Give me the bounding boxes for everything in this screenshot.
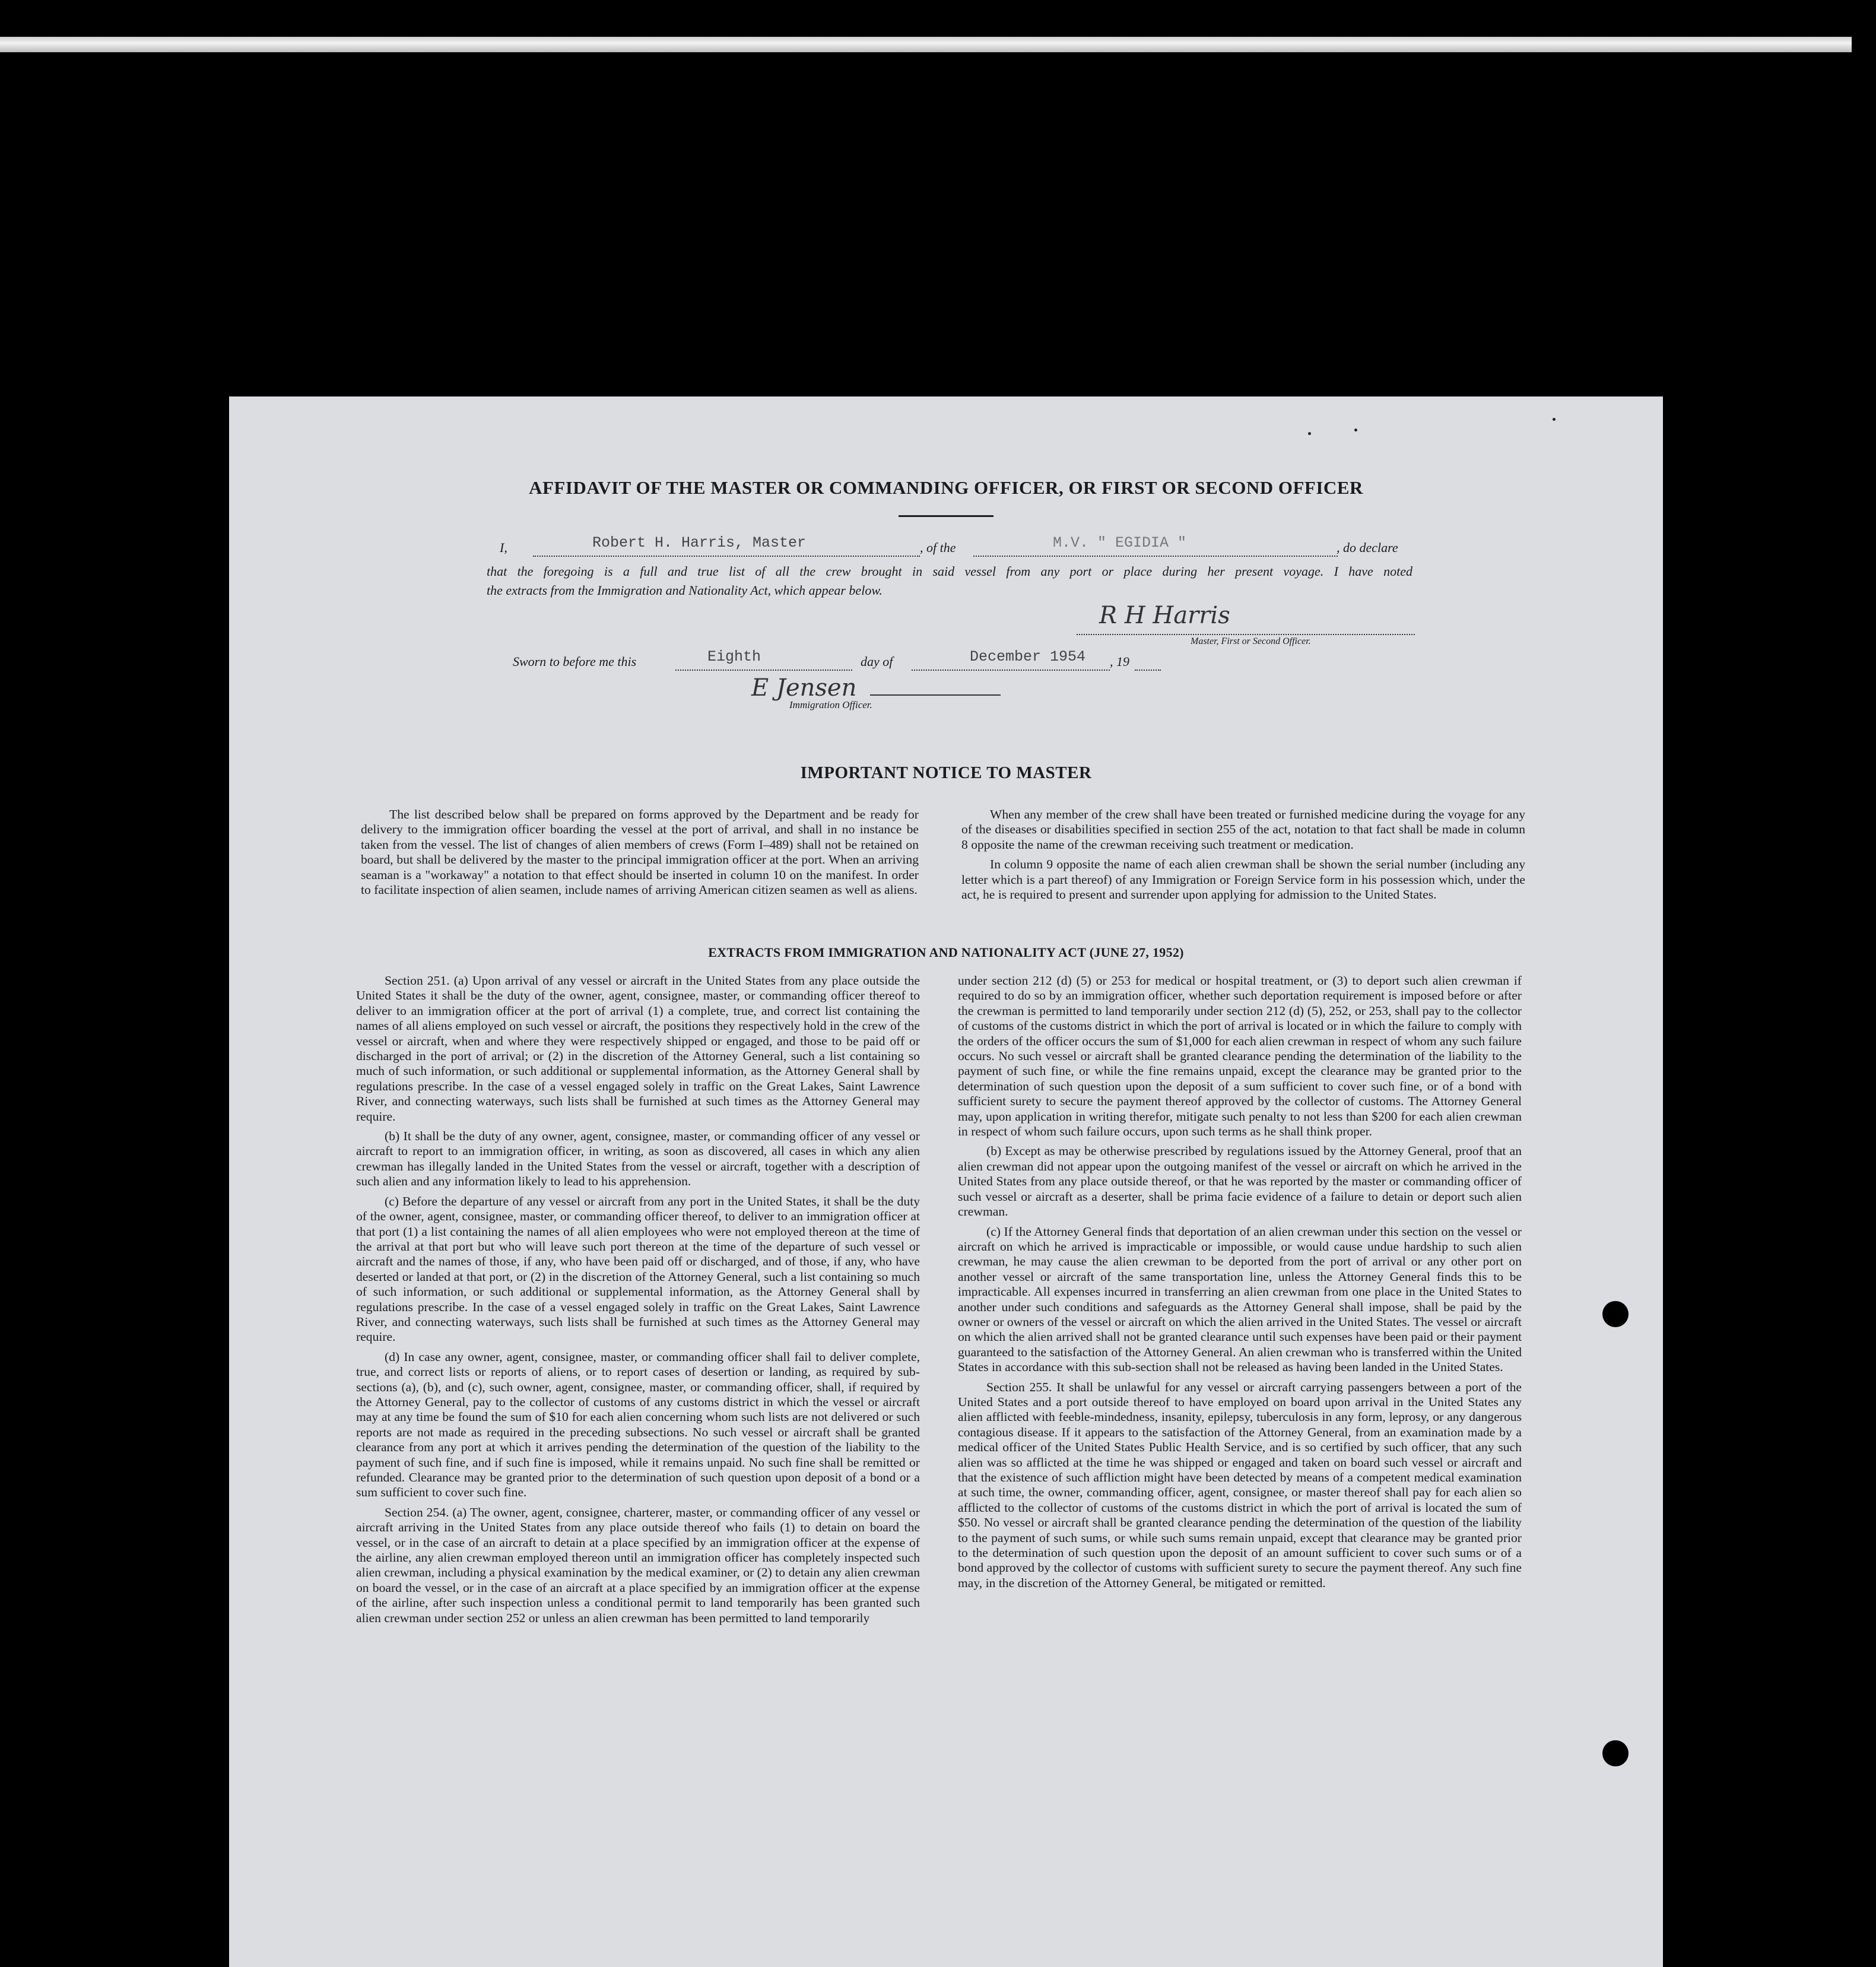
statement-line-1: that the foregoing is a full and true list of all the crew brought in said vessel from any port or place during her present voyage. I have noted [487,564,1412,579]
i-label: I, [500,540,507,555]
extract-paragraph: Section 251. (a) Upon arrival of any vessel or aircraft in the United States from any place outside the United States it shall be the duty of the owner, agent, consignee, master, or commanding officer thereof to deliver to an immigration officer at the port of arrival (1) a complete, true, and correct list containing the names of all aliens employed on such vessel or aircraft, the positions they respectively hold in the crew of the vessel or aircraft, when and where they were respectively shipped or engaged, and those to be paid off or discharged in the port of arrival; or (2) in the discretion of the Attorney General, such a list containing so much of such information, or such additional or supplemental information, as the Attorney General shall by regulations prescribe. In the case of a vessel engaged solely in traffic on the Great Lakes, Saint Lawrence River, and connecting waterways, such lists shall be furnished at such times as the Attorney General may require. [356,973,920,1124]
of-the-label: , of the [920,540,956,555]
affidavit-title: AFFIDAVIT OF THE MASTER OR COMMANDING OFFICER, OR FIRST OR SECOND OFFICER [529,477,1363,498]
master-caption: Master, First or Second Officer. [1191,636,1311,646]
master-signature: R H Harris [1099,602,1230,629]
extract-paragraph: Section 254. (a) The owner, agent, consignee, charterer, master, or commanding officer of any vessel or aircraft arriving in the United States from any place outside thereof who fails (1) to detain on board the vessel, or in the case of an aircraft to detain at a place specified by an immigration officer at the expense of the airline, any alien crewman employed thereon until an immigration officer has completely inspected such alien crewman, including a physical examination by the medical examiner, or (2) to detain any alien crewman on board the vessel, or in the case of an aircraft at a place specified by an immigration officer at the expense of the airline, after such inspection unless a conditional permit to land temporarily has been granted such alien crewman under section 252 or unless an alien crewman has been permitted to land temporarily [356,1505,920,1625]
dust-speck [1308,432,1311,435]
scanner-edge-strip [0,37,1852,52]
vessel-line [973,556,1338,557]
extracts-left-column [356,973,920,1630]
notice-left-paragraph: The list described below shall be prepared on forms approved by the Department and be ready for delivery to the immigration officer boarding the vessel at the port of arrival, and shall in no instance be taken from the vessel. The list of changes of alien members of crews (Form I–489) shall not be retained on board, but shall be delivered by the master to the principal immigration officer at the port. When an arriving seaman is a "workaway" a notation to that effect should be inserted in column 10 on the manifest. In order to facilitate inspection of alien seamen, include names of arriving American citizen seamen as well as aliens. [361,807,919,897]
punch-hole [1602,1301,1629,1327]
statement-line-2: the extracts from the Immigration and Nationality Act, which appear below. [487,583,883,598]
year-suffix: , 19 [1110,654,1129,669]
sworn-label: Sworn to before me this [513,654,637,669]
extract-paragraph: (d) In case any owner, agent, consignee, master, or commanding officer shall fail to deliver complete, true, and correct lists or reports of aliens, or to report cases of desertion or landing, as required by sub-sections (a), (b), and (c), such owner, agent, consignee, master, or commanding officer, shall, if required by the Attorney General, pay to the collector of customs of any customs district in which the vessel or aircraft may at any time be found the sum of $10 for each alien concerning whom such lists are not delivered or such reports are not made as required in the preceding subsections. No such vessel or aircraft shall be granted clearance from any port at which it arrives pending the determination of the question of the liability to the payment of such fine, and if such fine is imposed, while it remains unpaid. No such fine shall be remitted or refunded. Clearance may be granted prior to the determination of such question upon deposit of a bond or a sum sufficient to cover such fine. [356,1349,920,1500]
extract-paragraph: (c) If the Attorney General finds that deportation of an alien crewman under this section on the vessel or aircraft on which he arrived is impracticable or impossible, or would cause undue hardship to such alien crewman, he may cause the alien crewman to be deported from the port of arrival or any other port on another vessel or aircraft of the same transportation line, unless the Attorney General finds this to be impracticable. All expenses incurred in transferring an alien crewman from one place in the United States to another under such conditions and safeguards as the Attorney General shall impose, shall be paid by the owner or owners of the vessel or aircraft on which the alien arrived in the United States. The vessel or aircraft on which the alien arrived shall not be granted clearance until such expenses have been paid or their payment guaranteed to the satisfaction of the Attorney General. An alien crewman who is transferred within the United States in accordance with this sub-section shall not be released as having been landed in the United States. [958,1224,1522,1375]
officer-caption: Immigration Officer. [789,699,872,710]
day-of-label: day of [861,654,893,669]
do-declare-label: , do declare [1337,540,1398,555]
month-year-fill: December 1954 [970,648,1086,665]
day-fill: Eighth [707,648,761,665]
officer-signature-line [870,694,1001,696]
extract-paragraph: (b) Except as may be otherwise prescribed by regulations issued by the Attorney General, proof that an alien crewman did not appear upon the outgoing manifest of the vessel or aircraft on which he arrived in the United States from any place outside thereof, or that he was reported by the master or commanding officer of such vessel or aircraft as a deserter, shall be prima facie evidence of a failure to detain or deport such alien crewman. [958,1144,1522,1219]
notice-title: IMPORTANT NOTICE TO MASTER [800,763,1092,782]
extract-paragraph: (b) It shall be the duty of any owner, agent, consignee, master, or commanding officer of any vessel or aircraft to report to an immigration officer, in writing, as soon as discovered, all cases in which any alien crewman has illegally landed in the United States from the vessel or aircraft, together with a description of such alien and any information likely to lead to his apprehension. [356,1129,920,1189]
document-page [229,396,1663,1967]
extracts-title: EXTRACTS FROM IMMIGRATION AND NATIONALITY ACT (JUNE 27, 1952) [708,945,1184,960]
dust-speck [1354,429,1357,432]
punch-hole [1602,1740,1629,1766]
vessel-fill: M.V. " EGIDIA " [1053,534,1187,551]
title-rule [899,515,993,517]
extract-paragraph: Section 255. It shall be unlawful for any vessel or aircraft carrying passengers between a port of the United States and a port outside thereof to have employed on board upon arrival in the United States any alien afflicted with feeble-mindedness, insanity, epilepsy, tuberculosis in any form, leprosy, or any dangerous contagious disease. If it appears to the satisfaction of the Attorney General, from an examination made by a medical officer of the United States Public Health Service, and is so certified by such officer, that any such alien was so afflicted at the time he was shipped or engaged and taken on board such vessel or aircraft and that the existence of such affliction might have been detected by means of a competent medical examination at such time, the owner, commanding officer, agent, consignee, or master thereof shall pay for each alien so afflicted to the collector of customs of the customs district in which the port of arrival is located the sum of $50. No vessel or aircraft shall be granted clearance pending the determination of the question of the liability to the payment of such sums, or while such sums remain unpaid, except that clearance may be granted prior to the determination of such question upon the deposit of an amount sufficient to cover such sums or of a bond approved by the collector of customs with sufficient surety to secure the payment thereof. Any such fine may, in the discretion of the Attorney General, be mitigated or remitted. [958,1379,1522,1590]
month-line [912,670,1110,671]
notice-right-paragraph-2: In column 9 opposite the name of each alien crewman shall be shown the serial number (including any letter which is a part thereof) of any Immigration or Foreign Service form in his possession which, under the act, he is required to present and surrender upon applying for admission to the United States. [961,857,1525,902]
name-line [533,556,920,557]
notice-right-column [961,807,1525,907]
year-line [1135,670,1161,671]
extract-paragraph: under section 212 (d) (5) or 253 for medical or hospital treatment, or (3) to deport such alien crewman if required to do so by an immigration officer, whether such deportation requirement is imposed before or after the crewman is permitted to land temporarily under section 212 (d) (5), 252, or 253, shall pay to the collector of customs of the customs district in which the port of arrival is located or in which the failure to comply with the orders of the officer occurs the sum of $1,000 for each alien crewman in respect of whom any such failure occurs. No such vessel or aircraft shall be granted clearance pending the determination of the liability to the payment of such fine, or while the fine remains unpaid, except the clearance may be granted prior to the determination of such question upon the deposit of a sum sufficient to cover such fine, or of a bond with sufficient surety to secure the payment thereof approved by the collector of customs. The Attorney General may, upon application in writing therefor, mitigate such penalty to not less than $200 for each alien crewman in respect of whom such failure occurs, upon such terms as he shall think proper. [958,973,1522,1139]
extracts-right-column [958,973,1522,1595]
notice-left-column [361,807,919,902]
notice-right-paragraph-1: When any member of the crew shall have been treated or furnished medicine during the voyage for any of the diseases or disabilities specified in section 255 of the act, notation to that fact shall be made in column 8 opposite the name of the crewman receiving such treatment or medication. [961,807,1525,852]
officer-signature: E Jensen [751,674,857,702]
name-fill: Robert H. Harris, Master [592,534,807,551]
extract-paragraph: (c) Before the departure of any vessel or aircraft from any port in the United States, it shall be the duty of the owner, agent, consignee, master, or commanding officer thereof, to deliver to an immigration officer at that port (1) a list containing the names of all alien employees who were not employed thereon at the time of the arrival at that port but who will leave such port thereon at the time of the departure of such vessel or aircraft and the names of those, if any, who have been paid off or discharged, and of those, if any, who have deserted or landed at that port, or (2) in the discretion of the Attorney General, such a list containing so much of such information, or such additional or supplemental information, as the Attorney General shall by regulations prescribe. In the case of a vessel engaged solely in traffic on the Great Lakes, Saint Lawrence River, and connecting waterways, such lists shall be furnished at such times as the Attorney General may require. [356,1194,920,1344]
dust-speck [1553,418,1556,421]
day-line [675,670,852,671]
master-signature-line [1077,634,1415,635]
